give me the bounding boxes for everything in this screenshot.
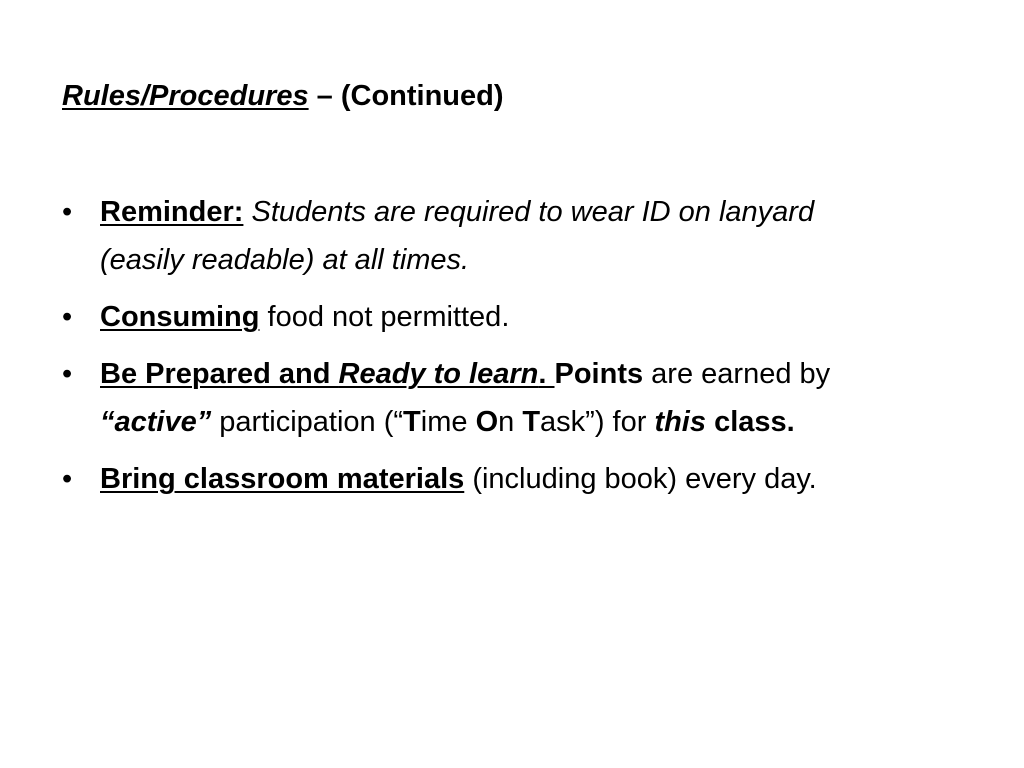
- class-word: class.: [714, 406, 795, 438]
- prepared-text-6: [706, 406, 714, 438]
- prepared-label-b: Ready to learn: [338, 358, 539, 390]
- materials-label: Bring classroom materials: [100, 463, 465, 495]
- bullet-materials: [62, 455, 920, 503]
- time-initial: T: [403, 406, 421, 438]
- bullet-dot: •: [62, 463, 73, 495]
- prepared-label-a: Be Prepared and: [100, 358, 339, 390]
- prepared-text-2: participation (“: [211, 406, 404, 438]
- reminder-text: Students are required to wear ID on lanyard (easily readable) at all times.: [100, 196, 815, 276]
- prepared-text-1: are earned by: [643, 358, 831, 390]
- on-initial: O: [475, 406, 499, 438]
- points-word: Points: [554, 358, 644, 390]
- materials-text: (including book) every day.: [464, 463, 817, 495]
- bullet-dot: •: [62, 196, 73, 228]
- bullet-consuming: [62, 293, 962, 341]
- reminder-label: Reminder:: [100, 196, 244, 228]
- prepared-text-4: n: [498, 406, 523, 438]
- slide-title: [62, 78, 504, 114]
- prepared-text-5: ask”) for: [540, 406, 655, 438]
- title-continued: – (Continued): [308, 80, 504, 112]
- consuming-text: food not permitted.: [259, 301, 510, 333]
- active-word: “active”: [100, 406, 212, 438]
- bullet-list: [62, 188, 962, 512]
- bullet-dot: •: [62, 301, 73, 333]
- title-main: Rules/Procedures: [62, 80, 309, 112]
- task-initial: T: [522, 406, 541, 438]
- prepared-text-3: ime: [420, 406, 476, 438]
- consuming-label: Consuming: [100, 301, 260, 333]
- prepared-label-c: .: [538, 358, 555, 390]
- bullet-dot: •: [62, 358, 73, 390]
- bullet-be-prepared: [62, 350, 940, 446]
- this-word: this: [654, 406, 706, 438]
- bullet-reminder: [62, 188, 870, 284]
